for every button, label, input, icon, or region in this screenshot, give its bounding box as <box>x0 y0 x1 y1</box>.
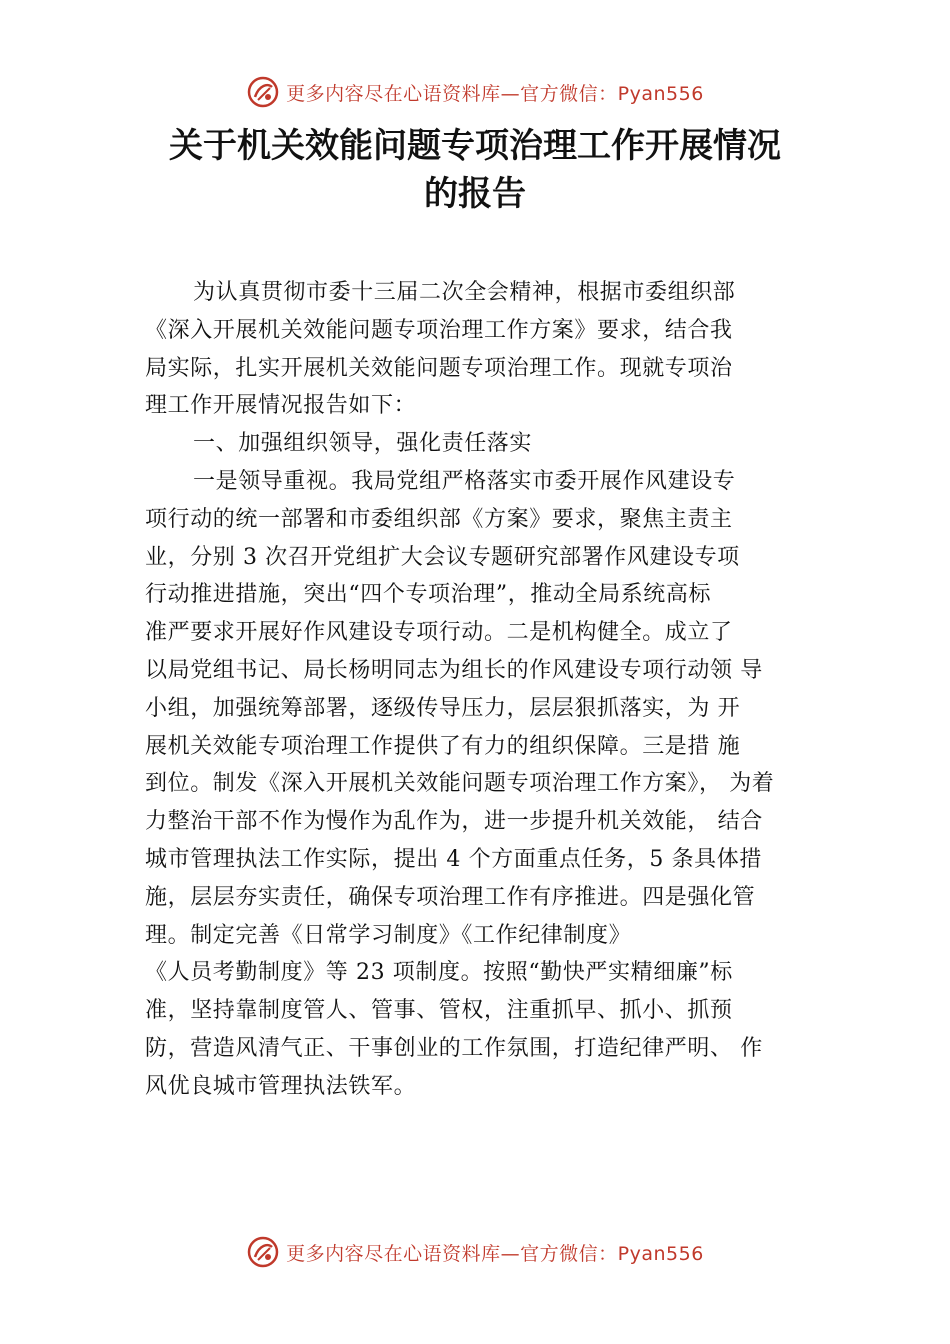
title-line: 关于机关效能问题专项治理工作开展情况 <box>169 126 781 166</box>
body-line: 小组，加强统筹部署，逐级传导压力，层层狠抓落实，为 开 <box>145 695 741 721</box>
section-heading: 一、加强组织领导，强化责任落实 <box>193 431 533 457</box>
body-line: 项行动的统一部署和市委组织部《方案》要求，聚焦主责主 <box>145 506 733 532</box>
stamp-seal-icon <box>246 1235 280 1269</box>
body-line: 业，分别 3 次召开党组扩大会议专题研究部署作风建设专项 <box>145 544 740 570</box>
body-line: 以局党组书记、局长杨明同志为组长的作风建设专项行动领 导 <box>145 657 763 683</box>
footer-watermark <box>0 1232 950 1272</box>
title-line: 的报告 <box>424 174 526 214</box>
watermark-text: 更多内容尽在心语资料库—官方微信：Pyan556 <box>286 82 704 105</box>
body-line: 理工作开展情况报告如下： <box>145 393 417 419</box>
body-line: 施，层层夯实责任，确保专项治理工作有序推进。四是强化管 <box>145 884 756 910</box>
body-line: 准，坚持靠制度管人、管事、管权，注重抓早、抓小、抓预 <box>145 998 733 1024</box>
body-line: 《人员考勤制度》等 23 项制度。按照“勤快严实精细廉”标 <box>145 960 733 986</box>
body-line: 一是领导重视。我局党组严格落实市委开展作风建设专 <box>193 468 736 494</box>
stamp-seal-icon <box>246 75 280 109</box>
body-line: 展机关效能专项治理工作提供了有力的组织保障。三是措 施 <box>145 733 741 759</box>
body-line: 理。制定完善《日常学习制度》《工作纪律制度》 <box>145 922 632 948</box>
document-body <box>145 274 835 1106</box>
watermark-text: 更多内容尽在心语资料库—官方微信：Pyan556 <box>286 1242 704 1265</box>
body-line: 力整治干部不作为慢作为乱作为，进一步提升机关效能， 结合 <box>145 809 763 835</box>
body-line: 准严要求开展好作风建设专项行动。二是机构健全。成立了 <box>145 620 733 646</box>
body-line: 为认真贯彻市委十三届二次全会精神，根据市委组织部 <box>193 280 736 305</box>
header-watermark <box>0 72 950 112</box>
body-line: 城市管理执法工作实际，提出 4 个方面重点任务，5 条具体措 <box>145 846 762 872</box>
body-line: 行动推进措施，突出“四个专项治理”，推动全局系统高标 <box>145 582 712 608</box>
body-line: 局实际，扎实开展机关效能问题专项治理工作。现就专项治 <box>145 355 733 381</box>
body-line: 到位。制发《深入开展机关效能问题专项治理工作方案》， 为着 <box>145 771 775 797</box>
body-line: 风优良城市管理执法铁军。 <box>145 1073 417 1099</box>
body-line: 防，营造风清气正、干事创业的工作氛围，打造纪律严明、 作 <box>145 1035 763 1061</box>
document-title <box>0 122 950 218</box>
body-line: 《深入开展机关效能问题专项治理工作方案》要求，结合我 <box>145 317 733 343</box>
